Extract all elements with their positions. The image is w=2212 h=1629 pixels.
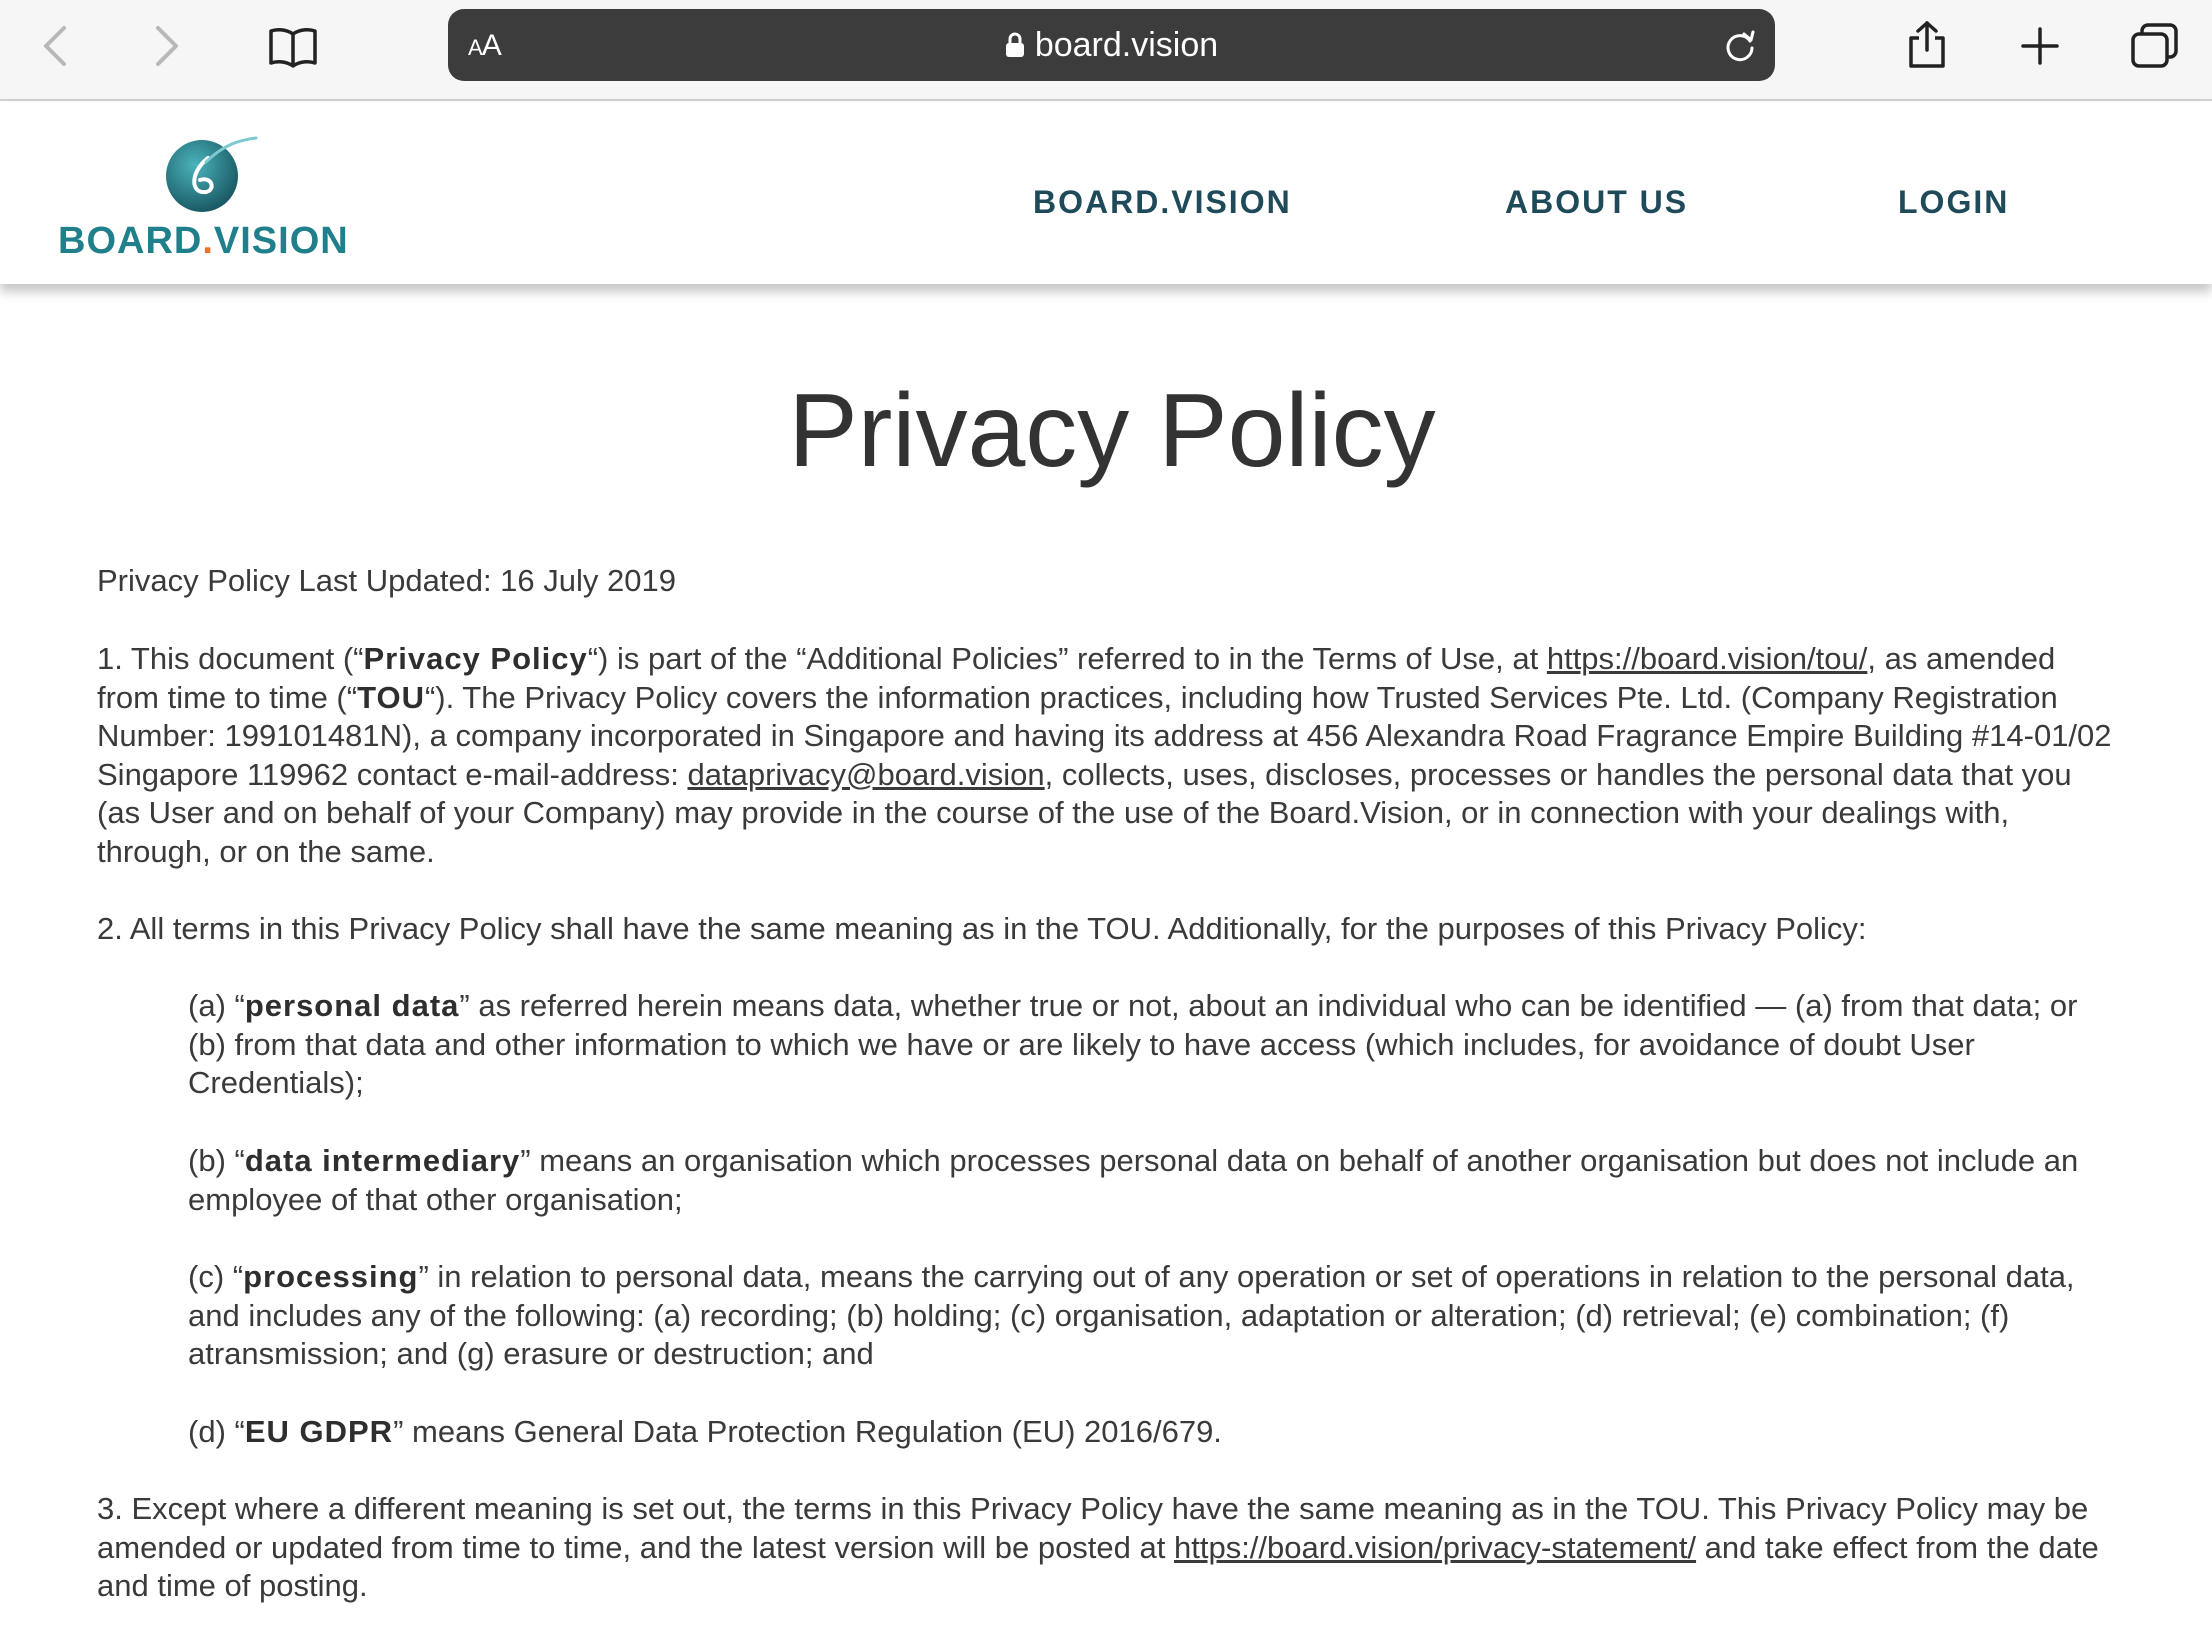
share-icon[interactable] (1905, 20, 1949, 70)
back-icon[interactable] (40, 24, 70, 68)
nav-about-us[interactable]: ABOUT US (1505, 184, 1689, 220)
reload-icon[interactable] (1723, 29, 1757, 63)
lock-icon (1005, 32, 1025, 58)
page-title: Privacy Policy (788, 373, 1436, 489)
bookmarks-icon[interactable] (268, 26, 318, 68)
new-tab-icon[interactable] (2020, 26, 2060, 66)
paragraph-2: 2. All terms in this Privacy Policy shall have the same meaning as in the TOU. Additionally, for the purposes of this Privacy Policy: (97, 911, 1867, 946)
definition-personal-data: (a) “personal data” as referred herein means data, whether true or not, about an individual who can be identified — (a) from that data; or (b) from that data and other information to which we have or are likely to have access (which includes, for avoidance of doubt User Credentials); (188, 988, 2078, 1101)
browser-toolbar (0, 0, 2212, 101)
privacy-email-link[interactable]: dataprivacy@board.vision (687, 756, 1045, 792)
text-size-button[interactable]: AA (468, 29, 501, 62)
nav-login[interactable]: LOGIN (1898, 184, 2010, 220)
tou-link[interactable]: https://board.vision/tou/ (1546, 641, 1868, 676)
privacy-statement-link[interactable]: https://board.vision/privacy-statement/ (1173, 1529, 1697, 1565)
definition-eu-gdpr: (d) “EU GDPR” means General Data Protection Regulation (EU) 2016/679. (188, 1414, 1222, 1449)
definition-processing: (c) “processing” in relation to personal data, means the carrying out of any operation or set of operations in relation to the personal data, and includes any of the following: (a) recording; (b) holding; (c) organisation, adaptation or alteration; (d) retrieval; (e) combination; (f) atransmission; and (g) erasure or destruction; and (188, 1259, 2075, 1372)
paragraph-3: 3. Except where a different meaning is set out, the terms in this Privacy Policy have the same meaning as in the TOU. This Privacy Policy may be amended or updated from time to time, and the latest version will be posted at https://board.vision/privacy-statement/ and take effect from the date and time of posting. (97, 1491, 2099, 1604)
address-bar[interactable] (448, 9, 1775, 81)
last-updated: Privacy Policy Last Updated: 16 July 2019 (97, 563, 676, 598)
definition-data-intermediary: (b) “data intermediary” means an organisation which processes personal data on behalf of another organisation but does not include an employee of that other organisation; (188, 1143, 2079, 1217)
site-header (0, 102, 2212, 284)
logo-text[interactable]: BOARD.VISION (58, 220, 349, 262)
paragraph-1: 1. This document (“Privacy Policy“) is part of the “Additional Policies” referred to in the Terms of Use, at https://board.vision/tou/, as amended from time to time (“TOU“). The Privacy Policy covers the information practices, including how Trusted Services Pte. Ltd. (Company Registration Number: 199101481N), a company incorporated in Singapore and having its address at 456 Alexandra Road Fragrance Empire Building #14-01/02 Singapore 119962 contact e-mail-address: dataprivacy@board.vision, collects, uses, discloses, processes or handles the personal data that you (as User and on behalf of your Company) may provide in the course of the use of the Board.Vision, or in connection with your dealings with, through, or on the same. (97, 641, 2112, 869)
url-text[interactable]: board.vision (1034, 25, 1219, 64)
forward-icon[interactable] (152, 24, 182, 68)
tabs-overview-icon[interactable] (2130, 22, 2180, 70)
nav-board-vision[interactable]: BOARD.VISION (1033, 184, 1292, 220)
logo-icon[interactable] (160, 132, 260, 216)
